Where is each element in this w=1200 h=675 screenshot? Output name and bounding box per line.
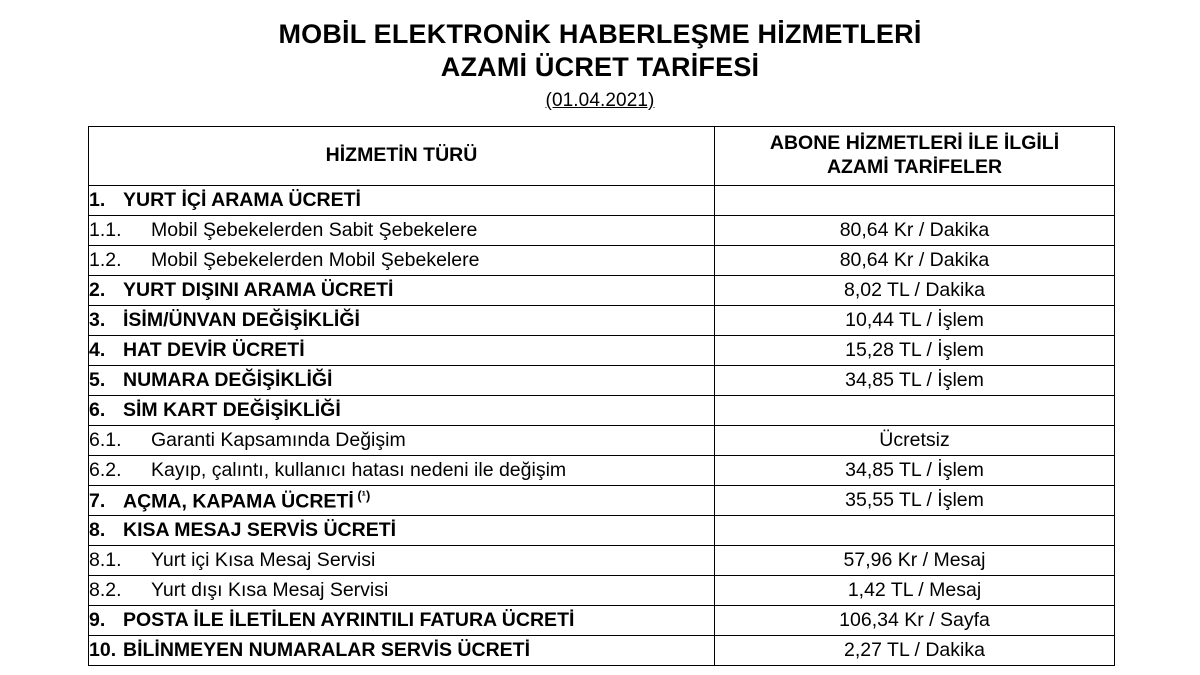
table-header-row xyxy=(89,126,1115,185)
row-price-cell: 15,28 TL / İşlem xyxy=(715,335,1115,365)
table-row xyxy=(89,245,1115,275)
table-row xyxy=(89,545,1115,575)
table-row xyxy=(89,335,1115,365)
row-service-cell xyxy=(89,515,715,545)
row-service-cell xyxy=(89,275,715,305)
row-price-cell: 10,44 TL / İşlem xyxy=(715,305,1115,335)
row-label: İSİM/ÜNVAN DEĞİŞİKLİĞİ xyxy=(123,308,360,331)
row-price-cell xyxy=(715,185,1115,215)
row-price-cell: 57,96 Kr / Mesaj xyxy=(715,545,1115,575)
row-number: 4. xyxy=(89,338,106,361)
row-price-cell: 8,02 TL / Dakika xyxy=(715,275,1115,305)
row-price-cell xyxy=(715,395,1115,425)
row-number: 6.2. xyxy=(89,458,122,481)
row-label: SİM KART DEĞİŞİKLİĞİ xyxy=(123,398,341,421)
table-row xyxy=(89,575,1115,605)
effective-date: (01.04.2021) xyxy=(545,89,655,111)
document-header xyxy=(88,18,1112,112)
page-title-line-2: AZAMİ ÜCRET TARİFESİ xyxy=(440,51,760,82)
row-label: HAT DEVİR ÜCRETİ xyxy=(123,338,305,361)
row-label: NUMARA DEĞİŞİKLİĞİ xyxy=(123,368,333,391)
row-price-cell xyxy=(715,515,1115,545)
row-price-cell: 34,85 TL / İşlem xyxy=(715,455,1115,485)
table-row xyxy=(89,455,1115,485)
row-price-cell: 106,34 Kr / Sayfa xyxy=(715,605,1115,635)
row-number: 5. xyxy=(89,368,106,391)
table-row xyxy=(89,395,1115,425)
row-price-cell: 35,55 TL / İşlem xyxy=(715,485,1115,515)
row-label: BİLİNMEYEN NUMARALAR SERVİS ÜCRETİ xyxy=(123,638,530,661)
row-number: 8.2. xyxy=(89,578,122,601)
row-label: Garanti Kapsamında Değişim xyxy=(151,428,406,451)
row-service-cell xyxy=(89,365,715,395)
table-row xyxy=(89,275,1115,305)
table-row xyxy=(89,215,1115,245)
column-header-service: HİZMETİN TÜRÜ xyxy=(89,126,715,185)
row-number: 10. xyxy=(89,638,117,661)
row-label: Mobil Şebekelerden Sabit Şebekelere xyxy=(151,218,478,241)
row-price-cell: Ücretsiz xyxy=(715,425,1115,455)
row-number: 6. xyxy=(89,398,106,421)
row-number: 1. xyxy=(89,188,106,211)
row-service-cell xyxy=(89,335,715,365)
row-number: 7. xyxy=(89,490,106,513)
row-service-cell xyxy=(89,485,715,515)
table-row xyxy=(89,485,1115,515)
row-service-cell xyxy=(89,455,715,485)
row-service-cell xyxy=(89,425,715,455)
row-service-cell xyxy=(89,245,715,275)
row-price-cell: 34,85 TL / İşlem xyxy=(715,365,1115,395)
table-row xyxy=(89,185,1115,215)
row-label: YURT DIŞINI ARAMA ÜCRETİ xyxy=(123,278,394,301)
table-head xyxy=(89,126,1115,185)
table-row xyxy=(89,605,1115,635)
row-number: 6.1. xyxy=(89,428,122,451)
row-price-cell: 1,42 TL / Mesaj xyxy=(715,575,1115,605)
row-price-cell: 80,64 Kr / Dakika xyxy=(715,245,1115,275)
table-row xyxy=(89,425,1115,455)
row-number: 9. xyxy=(89,608,106,631)
row-label: KISA MESAJ SERVİS ÜCRETİ xyxy=(123,518,397,541)
footnote-marker: (¹) xyxy=(353,487,371,503)
column-header-price-line-1: ABONE HİZMETLERİ İLE İLGİLİ xyxy=(769,132,1060,155)
table-row xyxy=(89,365,1115,395)
row-price-cell: 80,64 Kr / Dakika xyxy=(715,215,1115,245)
row-number: 1.1. xyxy=(89,218,122,241)
row-label: Yurt içi Kısa Mesaj Servisi xyxy=(151,548,376,571)
row-service-cell xyxy=(89,185,715,215)
row-label: Yurt dışı Kısa Mesaj Servisi xyxy=(151,578,389,601)
column-header-price xyxy=(715,126,1115,185)
table-row xyxy=(89,305,1115,335)
row-service-cell xyxy=(89,635,715,665)
column-header-price-line-2: AZAMİ TARİFELER xyxy=(826,155,1003,178)
row-label: YURT İÇİ ARAMA ÜCRETİ xyxy=(123,188,361,211)
row-price-cell: 2,27 TL / Dakika xyxy=(715,635,1115,665)
row-number: 8.1. xyxy=(89,548,122,571)
row-number: 8. xyxy=(89,518,106,541)
row-label: POSTA İLE İLETİLEN AYRINTILI FATURA ÜCRETİ xyxy=(123,608,575,631)
row-service-cell xyxy=(89,605,715,635)
page-title-line-1: MOBİL ELEKTRONİK HABERLEŞME HİZMETLERİ xyxy=(278,19,922,49)
row-service-cell xyxy=(89,395,715,425)
row-service-cell xyxy=(89,215,715,245)
row-service-cell xyxy=(89,575,715,605)
row-label: Mobil Şebekelerden Mobil Şebekelere xyxy=(151,248,480,271)
row-service-cell xyxy=(89,305,715,335)
row-number: 2. xyxy=(89,278,106,301)
row-number: 3. xyxy=(89,308,106,331)
row-label: Kayıp, çalıntı, kullanıcı hatası nedeni ile değişim xyxy=(151,458,567,481)
row-label: AÇMA, KAPAMA ÜCRETİ xyxy=(123,490,354,513)
table-body xyxy=(89,185,1115,665)
row-number: 1.2. xyxy=(89,248,122,271)
table-row xyxy=(89,515,1115,545)
table-row xyxy=(89,635,1115,665)
tariff-table xyxy=(88,126,1115,666)
row-service-cell xyxy=(89,545,715,575)
